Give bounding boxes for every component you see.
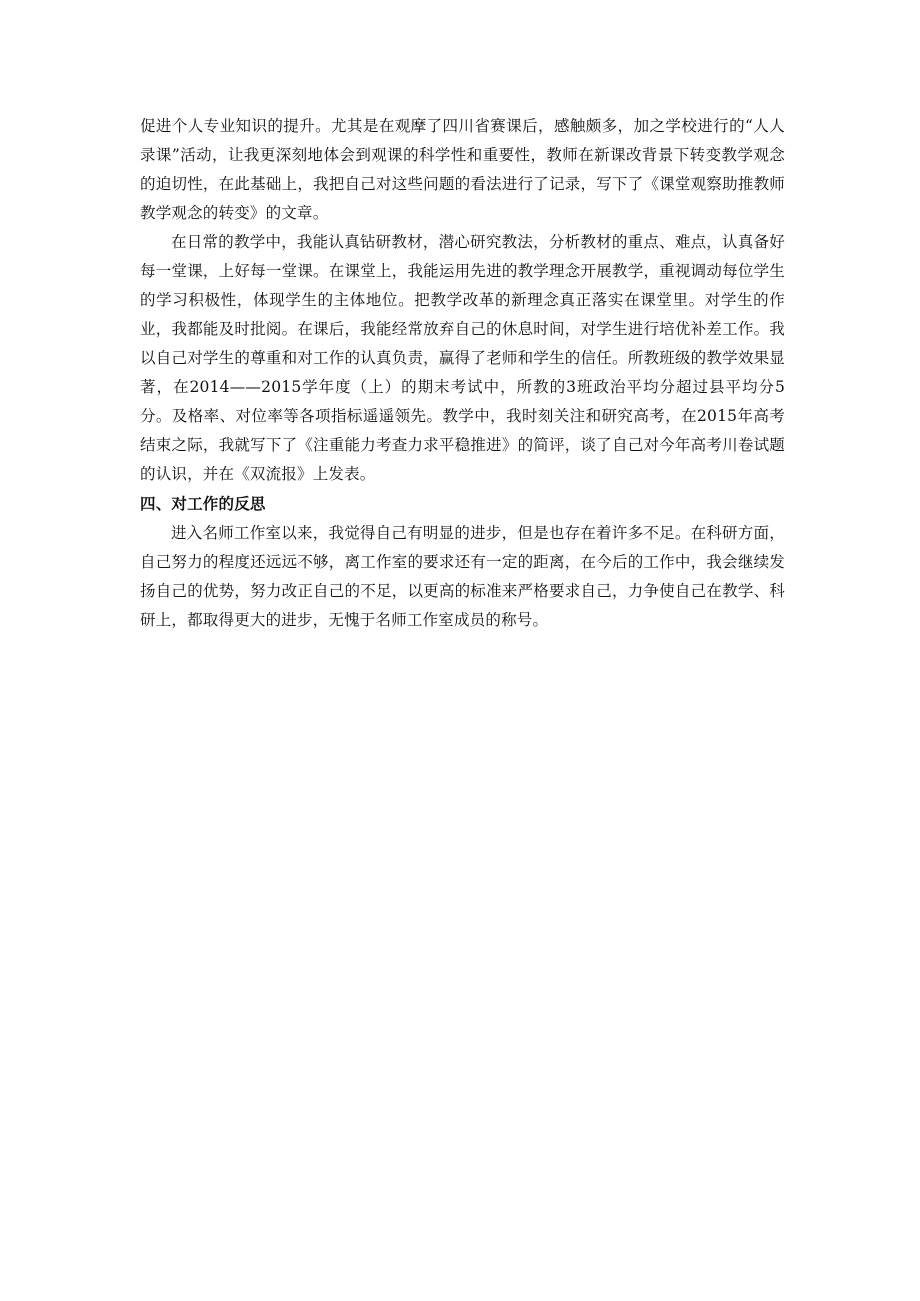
section-heading-reflection: 四、对工作的反思 bbox=[140, 495, 266, 513]
paragraph-teaching: 在日常的教学中，我能认真钻研教材，潜心研究教法，分析教材的重点、难点，认真备好每一堂课，上好每一堂课。在课堂上，我能运用先进的教学理念开展教学，重视调动每位学生的学习积极性，体现学生的主体地位。把教学改革的新理念真正落实在课堂里。对学生的作业，我都能及时批阅。在课后，我能经常放弃自己的休息时间，对学生进行培优补差工作。我以自己对学生的尊重和对工作的认真负责，赢得了老师和学生的信任。所教班级的教学效果显著，在2014——2015学年度（上）的期末考试中，所教的3班政治平均分超过县平均分5分。及格率、对位率等各项指标遥遥领先。教学中，我时刻关注和研究高考，在2015年高考结束之际，我就写下了《注重能力考查力求平稳推进》的简评，谈了自己对今年高考川卷试题的认识，并在《双流报》上发表。 bbox=[140, 233, 785, 483]
paragraph-continuation: 促进个人专业知识的提升。尤其是在观摩了四川省赛课后，感触颇多，加之学校进行的“人人录课”活动，让我更深刻地体会到观课的科学性和重要性，教师在新课改背景下转变教学观念的迫切性，在此基础上，我把自己对这些问题的看法进行了记录，写下了《课堂观察助推教师教学观念的转变》的文章。 bbox=[140, 117, 785, 222]
paragraph-reflection: 进入名师工作室以来，我觉得自己有明显的进步，但是也存在着许多不足。在科研方面，自己努力的程度还远远不够，离工作室的要求还有一定的距离，在今后的工作中，我会继续发扬自己的优势，努力改正自己的不足，以更高的标准来严格要求自己，力争使自己在教学、科研上，都取得更大的进步，无愧于名师工作室成员的称号。 bbox=[140, 524, 785, 629]
document-body bbox=[140, 112, 785, 635]
